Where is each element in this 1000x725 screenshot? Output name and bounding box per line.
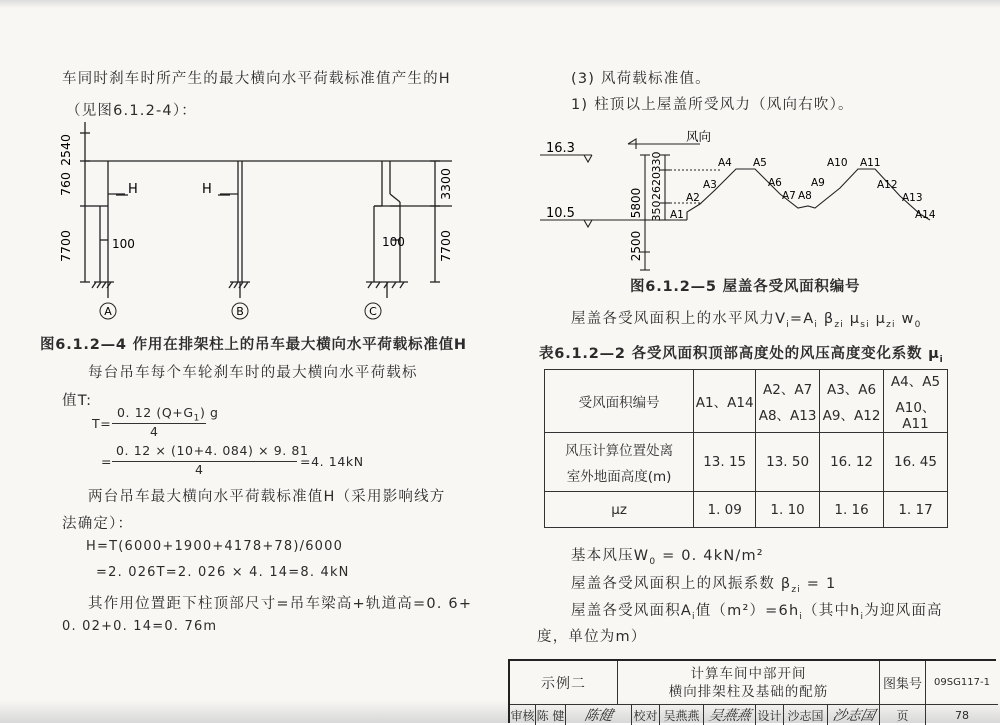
table-cell: 13. 50 <box>756 433 820 492</box>
dim-3300: 3300 <box>438 168 453 200</box>
table-cell: 16. 12 <box>820 433 884 492</box>
designer-name: 沙志国 <box>784 705 828 725</box>
table-cell: 16. 45 <box>884 433 948 492</box>
elevation-bottom: 10.5 <box>546 206 575 221</box>
wind-pressure-table <box>544 369 948 528</box>
dim-7700-left: 7700 <box>58 230 73 262</box>
table-cell: 1. 09 <box>694 492 756 528</box>
page-number: 78 <box>955 708 969 722</box>
table-cell: 1. 17 <box>884 492 948 528</box>
area-label-a3: A3 <box>703 179 717 191</box>
eq1-numerator: 0. 12 $(Q+G_1)$ g <box>117 405 219 424</box>
reviewer-name: 陈 健 <box>536 705 566 725</box>
dim-350: 350 <box>650 200 663 222</box>
table-col-2-header: A2、A7 A8、A13 <box>756 370 820 433</box>
p3-line-1: 其作用位置距下柱顶部尺寸=吊车梁高+轨道高=0. 6+ <box>88 596 473 612</box>
reviewer-signature: 陈健 <box>566 705 632 725</box>
dim-760: 760 <box>58 172 73 196</box>
area-label-a12: A12 <box>877 179 898 191</box>
drawing-title: 计算车间中部开间 横向排架柱及基础的配筋 <box>618 661 880 705</box>
area-label-a10: A10 <box>827 157 848 169</box>
area-label-a4: A4 <box>718 157 732 169</box>
eq2-denominator: 4 <box>195 462 204 477</box>
elevation-top: 16.3 <box>546 141 575 156</box>
area-label-a13: A13 <box>902 192 923 204</box>
check-label: 校对 <box>632 705 660 725</box>
eq3: H=T(6000+1900+4178+78)/6000 <box>86 539 344 554</box>
basic-wind-pressure: 基本风压$W_0 = 0$. 4kN/m² <box>571 548 764 567</box>
table-header-label: 受风面积编号 <box>545 370 694 433</box>
subsection-heading-1: 1) 柱顶以上屋盖所受风力（风向右吹）。 <box>571 97 854 113</box>
area-label-a14: A14 <box>915 209 936 221</box>
checker-signature: 吴燕燕 <box>704 705 756 725</box>
wind-direction-label: 风向 <box>686 129 712 144</box>
table-col-4-header: A4、A5 A10、A11 <box>884 370 948 433</box>
offset-label-a: 100 <box>112 237 135 251</box>
area-label-a7: A7 <box>782 190 796 202</box>
section-heading-3: (3) 风荷载标准值。 <box>571 71 711 87</box>
eq2-numerator: 0. 12 × (10+4. 084) × 9. 81 <box>116 443 309 458</box>
dim-2620: 2620 <box>650 172 663 200</box>
intro-line-1: 车同时刹车时所产生的最大横向水平荷载标准值产生的H <box>62 71 451 87</box>
area-label-a9: A9 <box>811 177 825 189</box>
eq1-denominator: 4 <box>150 424 159 439</box>
intro-line-2: （见图6.1.2-4）： <box>66 103 198 119</box>
area-label-a6: A6 <box>768 177 782 189</box>
dim-7700-right: 7700 <box>438 230 453 262</box>
formula-line: 屋盖各受风面积上的水平风力$V_i=A_i$ $\beta_{zi}$ $\mu_{si}$ $\mu_{zi}$ $w_0$ <box>571 311 922 330</box>
wind-vibration-coefficient: 屋盖各受风面积上的风振系数 $\beta_{zi} = 1$ <box>571 576 837 595</box>
page-label: 页 <box>880 705 926 725</box>
eq1-lhs: T= <box>92 416 112 431</box>
table-col-1-header: A1、A14 <box>694 370 756 433</box>
dim-2500: 2500 <box>629 230 643 262</box>
figure-5-caption: 图6.1.2—5 屋盖各受风面积编号 <box>630 279 861 295</box>
dim-5800: 5800 <box>629 187 643 219</box>
p2-line-2: 法确定）： <box>62 516 134 532</box>
figure-4-caption: 图6.1.2—4 作用在排架柱上的吊车最大横向水平荷载标准值H <box>40 337 467 353</box>
force-label-b: H <box>202 182 212 197</box>
area-label-a11: A11 <box>860 157 881 169</box>
table-cell: 1. 16 <box>820 492 884 528</box>
eq1-fraction-bar <box>112 423 206 424</box>
offset-label-c: 100 <box>382 235 405 249</box>
axis-label-a: A <box>104 305 112 318</box>
p1-line-1: 每台吊车每个车轮刹车时的最大横向水平荷载标 <box>88 365 418 381</box>
wind-area-formula-line-2: 度，单位为m） <box>537 629 647 645</box>
scan-shadow-top <box>0 0 1000 8</box>
area-label-a2: A2 <box>686 192 700 204</box>
example-label: 示例二 <box>510 661 618 705</box>
table-col-3-header: A3、A6 A9、A12 <box>820 370 884 433</box>
eq2-result: =4. 14kN <box>300 454 364 469</box>
area-label-a8: A8 <box>798 190 812 202</box>
designer-signature: 沙志国 <box>828 705 880 725</box>
roof-wind-area-diagram <box>540 124 950 270</box>
eq2-fraction-bar <box>112 461 297 462</box>
bent-frame-diagram <box>60 122 460 330</box>
design-label: 设计 <box>756 705 784 725</box>
axis-label-c: C <box>369 305 377 318</box>
checker-name: 吴燕燕 <box>660 705 704 725</box>
table-cell: 13. 15 <box>694 433 756 492</box>
area-label-a5: A5 <box>753 157 767 169</box>
eq2-lhs: = <box>101 454 113 469</box>
p1-line-2: 值T: <box>62 393 93 409</box>
title-block <box>508 659 996 723</box>
table-title: 表6.1.2—2 各受风面积顶部高度处的风压高度变化系数 $\mu_i$ <box>539 346 944 365</box>
atlas-label: 图集号 <box>880 661 926 705</box>
dim-2540: 2540 <box>58 134 73 166</box>
p2-line-1: 两台吊车最大横向水平荷载标准值H（采用影响线方 <box>88 489 446 505</box>
p3-line-2: 0. 02+0. 14=0. 76m <box>62 619 218 634</box>
dim-330: 330 <box>650 151 663 173</box>
axis-label-b: B <box>236 305 244 318</box>
review-label: 审核 <box>510 705 536 725</box>
atlas-number: 09SG117-1 <box>926 661 998 705</box>
table-row-1-label: 风压计算位置处离 室外地面高度(m) <box>545 433 694 492</box>
force-label-a: H <box>128 182 138 197</box>
eq4: =2. 026T=2. 026 × 4. 14=8. 4kN <box>96 565 350 580</box>
area-label-a1: A1 <box>670 209 684 221</box>
table-row-2-label: μz <box>545 492 694 528</box>
wind-area-formula-line-1: 屋盖各受风面积$A_i$值$(m^2)=6h_i$（其中$h_i$为迎风面高 <box>571 603 943 622</box>
table-cell: 1. 10 <box>756 492 820 528</box>
